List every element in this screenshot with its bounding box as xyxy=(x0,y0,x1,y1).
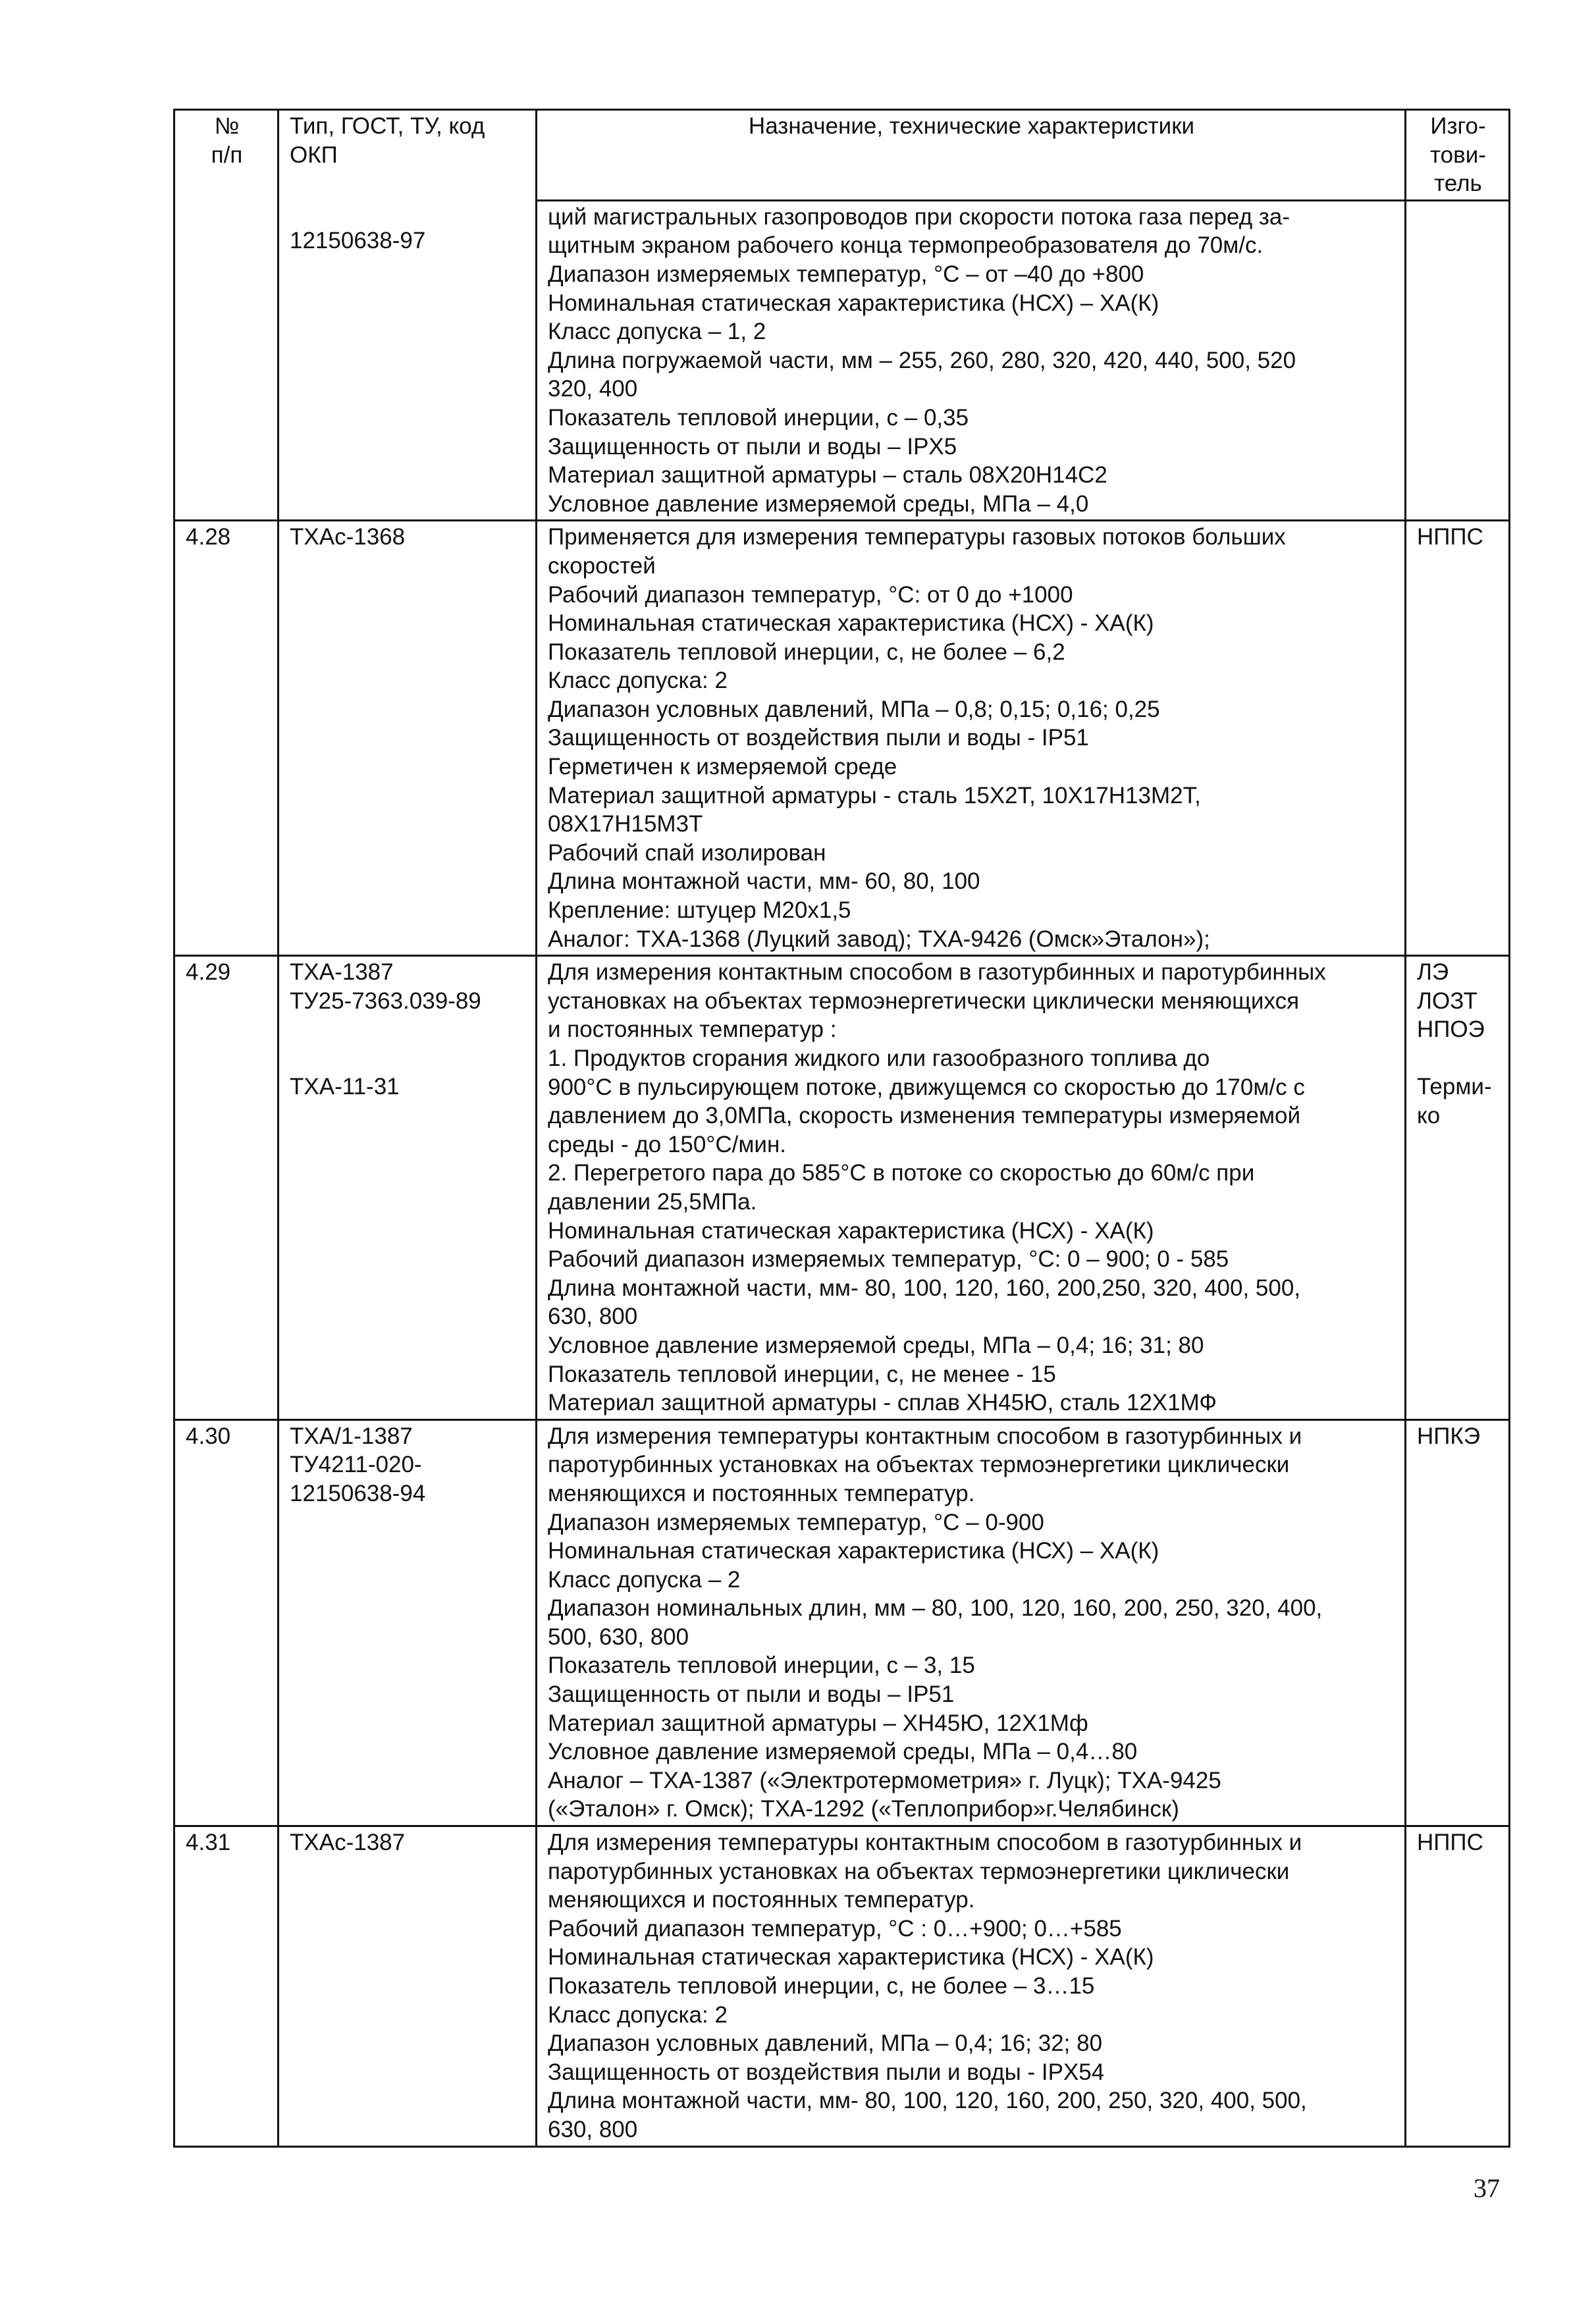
description-line: Рабочий диапазон температур, °С : 0…+900; 0…+585 xyxy=(548,1915,1122,1942)
description-line: Показатель тепловой инерции, с, не менее - 15 xyxy=(548,1361,1056,1387)
description-line: 900°С в пульсирующем потоке, движущемся со скоростью до 170м/с с xyxy=(548,1074,1305,1100)
description-line: Класс допуска – 2 xyxy=(548,1566,741,1593)
description-line: 1. Продуктов сгорания жидкого или газообразного топлива до xyxy=(548,1046,1210,1071)
row-type-cell xyxy=(279,1826,537,2147)
type-line: ТУ4211-020- xyxy=(290,1452,422,1478)
maker-line: НППС xyxy=(1417,524,1483,550)
description-line: Рабочий диапазон температур, °С: от 0 до +1000 xyxy=(548,581,1073,608)
description-line: Класс допуска – 1, 2 xyxy=(548,319,766,345)
description-line: Материал защитной арматуры - сталь 15Х2Т, 10Х17Н13М2Т, xyxy=(548,782,1201,808)
description-line: Диапазон измеряемых температур, °С – 0-900 xyxy=(548,1509,1044,1535)
row-type-cell xyxy=(279,1419,537,1826)
description-line: Условное давление измеряемой среды, МПа – 0,4; 16; 31; 80 xyxy=(548,1332,1204,1358)
description-line: 08Х17Н15М3Т xyxy=(548,811,703,837)
description-line: Длина погружаемой части, мм – 255, 260, 280, 320, 420, 440, 500, 520 xyxy=(548,347,1296,373)
header-maker-cell xyxy=(1406,110,1510,201)
description-line: Длина монтажной части, мм- 80, 100, 120, 160, 200,250, 320, 400, 500, xyxy=(548,1275,1301,1301)
header-row xyxy=(174,110,1510,201)
description-line: Диапазон условных давлений, МПа – 0,8; 0,15; 0,16; 0,25 xyxy=(548,696,1160,722)
table-row xyxy=(174,1419,1510,1826)
header-num-label-2: п/п xyxy=(211,142,243,168)
description-line: Диапазон номинальных длин, мм – 80, 100, 120, 160, 200, 250, 320, 400, xyxy=(548,1595,1323,1622)
description-line: Условное давление измеряемой среды, МПа – 0,4…80 xyxy=(548,1739,1138,1765)
description-line: Защищенность от пыли и воды – IPX5 xyxy=(548,433,957,460)
description-line: паротурбинных установках на объектах термоэнергетики циклически xyxy=(548,1858,1290,1884)
row-maker-cell xyxy=(1406,521,1510,956)
header-maker-label-3: тель xyxy=(1434,171,1482,197)
description-line: Для измерения контактным способом в газотурбинных и паротурбинных xyxy=(548,959,1326,986)
header-num-cell xyxy=(174,110,279,521)
header-desc-cell xyxy=(537,110,1406,201)
row-description-cell xyxy=(537,521,1406,956)
description-line: Крепление: штуцер М20х1,5 xyxy=(548,897,851,924)
maker-line-extra: Терми- xyxy=(1417,1074,1492,1099)
description-line: («Эталон» г. Омск); ТХА-1292 («Теплоприбор»г.Челябинск) xyxy=(548,1796,1179,1822)
header-type-cell xyxy=(279,110,537,521)
description-line: Материал защитной арматуры - сплав ХН45Ю, сталь 12Х1МФ xyxy=(548,1390,1217,1416)
type-line-extra: ТХА-11-31 xyxy=(290,1074,400,1100)
description-line: Аналог: ТХА-1368 (Луцкий завод); ТХА-9426 (Омск»Эталон»); xyxy=(548,926,1210,952)
description-line: Диапазон измеряемых температур, °С – от –40 до +800 xyxy=(548,261,1144,287)
description-line: Материал защитной арматуры – сталь 08Х20Н14С2 xyxy=(548,462,1107,489)
header-maker-label-1: Изго- xyxy=(1430,113,1486,139)
description-line: 320, 400 xyxy=(548,376,638,402)
table-row xyxy=(174,521,1510,956)
description-line: скоростей xyxy=(548,552,656,579)
description-line: Рабочий спай изолирован xyxy=(548,839,826,866)
maker-line: НПКЭ xyxy=(1417,1423,1480,1449)
row-number: 4.28 xyxy=(186,524,231,550)
maker-line: НППС xyxy=(1417,1830,1483,1856)
continuation-code: 12150638-97 xyxy=(290,228,426,254)
header-desc-label: Назначение, технические характеристики xyxy=(748,113,1195,139)
type-line: 12150638-94 xyxy=(290,1480,426,1506)
continuation-desc xyxy=(537,200,1406,521)
maker-line-extra: ко xyxy=(1417,1102,1441,1128)
description-line: Материал защитной арматуры – ХН45Ю, 12Х1Мф xyxy=(548,1710,1088,1736)
description-line: Герметичен к измеряемой среде xyxy=(548,754,897,780)
table-row xyxy=(174,1826,1510,2147)
description-line: Защищенность от воздействия пыли и воды - IP51 xyxy=(548,725,1089,751)
description-line: и постоянных температур : xyxy=(548,1017,837,1043)
description-line: Номинальная статическая характеристика (НСХ) – ХА(К) xyxy=(548,290,1159,316)
row-number-cell xyxy=(174,1826,279,2147)
description-line: Номинальная статическая характеристика (НСХ) - ХА(К) xyxy=(548,1217,1154,1244)
row-number: 4.29 xyxy=(186,959,231,986)
header-maker-label-2: тови- xyxy=(1430,142,1486,168)
description-line: ций магистральных газопроводов при скорости потока газа перед за- xyxy=(548,203,1290,230)
description-line: Применяется для измерения температуры газовых потоков больших xyxy=(548,524,1286,550)
description-line: Защищенность от пыли и воды – IP51 xyxy=(548,1681,955,1708)
description-line: 630, 800 xyxy=(548,1304,638,1330)
description-line: давлении 25,5МПа. xyxy=(548,1188,757,1215)
description-line: Номинальная статическая характеристика (НСХ) - ХА(К) xyxy=(548,1944,1154,1971)
maker-line: ЛЭ xyxy=(1417,959,1449,986)
description-line: Условное давление измеряемой среды, МПа – 4,0 xyxy=(548,490,1089,517)
row-maker-cell xyxy=(1406,1826,1510,2147)
description-line: Рабочий диапазон измеряемых температур, °С: 0 – 900; 0 - 585 xyxy=(548,1246,1229,1273)
description-line: 500, 630, 800 xyxy=(548,1624,689,1650)
description-line: Класс допуска: 2 xyxy=(548,668,728,694)
description-line: Класс допуска: 2 xyxy=(548,2001,728,2028)
description-line: 630, 800 xyxy=(548,2116,638,2142)
page-number: 37 xyxy=(1474,2173,1500,2203)
description-line: установках на объектах термоэнергетически циклически меняющихся xyxy=(548,988,1300,1014)
description-line: Показатель тепловой инерции, с – 3, 15 xyxy=(548,1653,975,1679)
type-line: ТХАс-1368 xyxy=(290,524,406,550)
description-line: Для измерения температуры контактным способом в газотурбинных и xyxy=(548,1423,1302,1449)
description-line: Показатель тепловой инерции, с – 0,35 xyxy=(548,404,969,431)
header-type-label-2: ОКП xyxy=(290,142,338,168)
table-row xyxy=(174,956,1510,1420)
description-line: Диапазон условных давлений, МПа – 0,4; 16; 32; 80 xyxy=(548,2030,1103,2057)
header-type-label: Тип, ГОСТ, ТУ, код xyxy=(290,113,485,139)
row-number: 4.31 xyxy=(186,1830,231,1856)
row-type-cell xyxy=(279,521,537,956)
row-number-cell xyxy=(174,1419,279,1826)
description-line: 2. Перегретого пара до 585°С в потоке со скоростью до 60м/с при xyxy=(548,1160,1255,1186)
description-line: Показатель тепловой инерции, с, не более – 3…15 xyxy=(548,1973,1095,1999)
description-line: меняющихся и постоянных температур. xyxy=(548,1480,975,1506)
description-line: Защищенность от воздействия пыли и воды - IPX54 xyxy=(548,2059,1105,2085)
maker-line: НПОЭ xyxy=(1417,1017,1485,1043)
type-line: ТУ25-7363.039-89 xyxy=(290,988,481,1014)
description-line: Для измерения температуры контактным способом в газотурбинных и xyxy=(548,1830,1302,1856)
type-line: ТХАс-1387 xyxy=(290,1830,406,1856)
row-type-cell xyxy=(279,956,537,1420)
row-maker-cell xyxy=(1406,956,1510,1420)
description-line: давлением до 3,0МПа, скорость изменения температуры измеряемой xyxy=(548,1103,1301,1129)
description-line: Номинальная статическая характеристика (НСХ) - ХА(К) xyxy=(548,610,1154,637)
description-line: паротурбинных установках на объектах термоэнергетики циклически xyxy=(548,1452,1290,1478)
continuation-maker xyxy=(1406,200,1510,521)
description-line: меняющихся и постоянных температур. xyxy=(548,1887,975,1913)
row-maker-cell xyxy=(1406,1419,1510,1826)
description-line: Показатель тепловой инерции, с, не более – 6,2 xyxy=(548,639,1065,665)
description-line: щитным экраном рабочего конца термопреобразователя до 70м/с. xyxy=(548,232,1264,259)
row-description-cell xyxy=(537,956,1406,1420)
description-line: Длина монтажной части, мм- 60, 80, 100 xyxy=(548,868,980,895)
row-number: 4.30 xyxy=(186,1423,231,1449)
description-line: Длина монтажной части, мм- 80, 100, 120, 160, 200, 250, 320, 400, 500, xyxy=(548,2088,1307,2114)
row-description-cell xyxy=(537,1419,1406,1826)
description-line: Аналог – ТХА-1387 («Электротермометрия» г. Луцк); ТХА-9425 xyxy=(548,1767,1221,1793)
maker-line: ЛОЗТ xyxy=(1417,988,1477,1014)
type-line: ТХА-1387 xyxy=(290,959,394,986)
spec-table xyxy=(173,109,1510,2148)
header-num-label: № xyxy=(214,113,240,139)
row-number-cell xyxy=(174,956,279,1420)
description-line: Номинальная статическая характеристика (НСХ) – ХА(К) xyxy=(548,1538,1159,1564)
type-line: ТХА/1-1387 xyxy=(290,1423,413,1449)
row-description-cell xyxy=(537,1826,1406,2147)
row-number-cell xyxy=(174,521,279,956)
description-line: среды - до 150°С/мин. xyxy=(548,1131,787,1157)
